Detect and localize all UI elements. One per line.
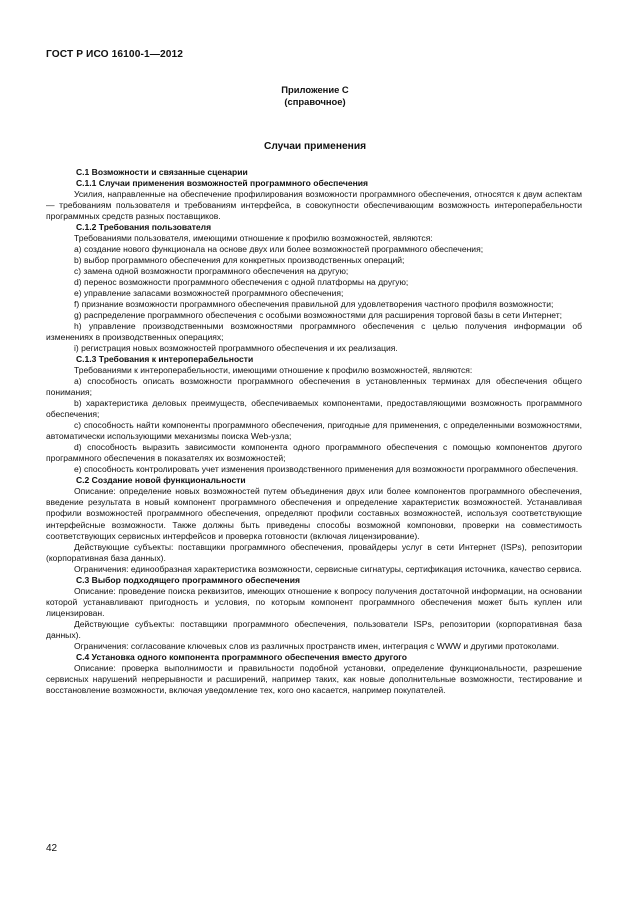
- list-item: е) управление запасами возможностей программного обеспечения;: [74, 288, 344, 299]
- heading: С.2 Создание новой функциональности: [76, 475, 246, 486]
- paragraph: Требованиями к интероперабельности, имеющими отношение к профилю возможностей, являются:: [74, 365, 473, 376]
- paragraph: Действующие субъекты: поставщики программного обеспечения, пользователи ISPs, репозитории (корпоративная база данных).: [46, 618, 582, 640]
- heading: С.1.3 Требования к интероперабельности: [76, 354, 254, 365]
- paragraph: Ограничения: единообразная характеристика возможности, сервисные сигнатуры, сертификация источника, качество сервиса.: [74, 563, 582, 574]
- heading: С.1.2 Требования пользователя: [76, 222, 212, 233]
- paragraph: Усилия, направленные на обеспечение профилирования возможности программного обеспечения, относятся к двум аспектам — требованиям пользователя и требованиям интерфейса, в совокупности обеспечивающим возможность интероперабельности программных средств разных поставщиков.: [46, 189, 582, 222]
- paragraph: Описание: проверка выполнимости и правильности подобной установки, определение функциональности, разрешение сервисных нарушений непрерывности и расширений, например таких, как новые дополнительные возможности, тестирование и восстановление возможности, включая уведомление тех, кого оно касается, например покупателей.: [46, 662, 582, 695]
- list-item: g) распределение программного обеспечения с особыми возможностями для расширения торговой базы в сети Интернет;: [74, 310, 563, 321]
- list-item: b) характеристика деловых преимуществ, обеспечиваемых компонентами, предоставляющими возможность программного обеспечения;: [46, 398, 582, 420]
- list-item: с) способность найти компоненты программного обеспечения, пригодные для применения, с определенными возможностями, автоматически использующими механизмы поиска Web-узла;: [46, 420, 582, 442]
- list-item: f) признание возможности программного обеспечения правильной для удовлетворения частного профиля возможности;: [74, 299, 554, 310]
- page-number: 42: [46, 843, 58, 854]
- heading: С.1.1 Случаи применения возможностей программного обеспечения: [76, 178, 368, 189]
- list-item: а) создание нового функционала на основе двух или более возможностей программного обеспечения;: [74, 244, 484, 255]
- list-item: h) управление производственными возможностями программного обеспечения с целью получения информации об изменениях в производственных операциях;: [46, 321, 582, 343]
- heading: С.3 Выбор подходящего программного обеспечения: [76, 574, 300, 585]
- list-item: с) замена одной возможности программного обеспечения на другую;: [74, 266, 349, 277]
- paragraph: Требованиями пользователя, имеющими отношение к профилю возможностей, являются:: [74, 233, 433, 244]
- section-title: Случаи применения: [263, 141, 367, 152]
- paragraph: Действующие субъекты: поставщики программного обеспечения, провайдеры услуг в сети Интернет (ISPs), репозитории (корпоративная база данных).: [46, 541, 582, 563]
- paragraph: Ограничения: согласование ключевых слов из различных пространств имен, интеграция с WWW и другими протоколами.: [74, 640, 559, 651]
- list-item: d) перенос возможности программного обеспечения с одной платформы на другую;: [74, 277, 409, 288]
- document-body: [46, 167, 582, 696]
- list-item: а) способность описать возможности программного обеспечения в установленных терминах для обеспечения общего понимания;: [46, 376, 582, 398]
- list-item: b) выбор программного обеспечения для конкретных производственных операций;: [74, 255, 405, 266]
- list-item: i) регистрация новых возможностей программного обеспечения и их реализация.: [74, 343, 398, 354]
- heading: С.1 Возможности и связанные сценарии: [76, 167, 248, 177]
- paragraph: Описание: определение новых возможностей путем объединения двух или более компонентов программного обеспечения, введение результата в новый компонент программного обеспечения и определение характеристик возможностей. Устанавливая профили возможностей программного обеспечения, определяют профили составных возможностей, используя соответствующие интерфейсные возможности. Также должны быть приведены способы возможной компоновки, проверки на совместимость соответствующих сервисных интерфейсов и проверка готовности (включая лицензирование).: [46, 486, 582, 541]
- appendix-label: Приложение С: [281, 84, 349, 95]
- paragraph: Описание: проведение поиска реквизитов, имеющих отношение к вопросу получения достаточной информации, на основании которой устанавливают пригодность и условия, по которым компонент программного обеспечения может быть куплен или лицензирован.: [46, 585, 582, 618]
- appendix-type: (справочное): [284, 96, 346, 107]
- standard-header: ГОСТ Р ИСО 16100-1—2012: [46, 49, 184, 60]
- list-item: е) способность контролировать учет изменения производственного применения для возможности программного обеспечения.: [74, 464, 579, 475]
- heading: С.4 Установка одного компонента программного обеспечения вместо другого: [76, 651, 407, 662]
- list-item: d) способность выразить зависимости компонента одного программного обеспечения с помощью компонентов другого программного обеспечения в показателях их возможностей;: [46, 442, 582, 464]
